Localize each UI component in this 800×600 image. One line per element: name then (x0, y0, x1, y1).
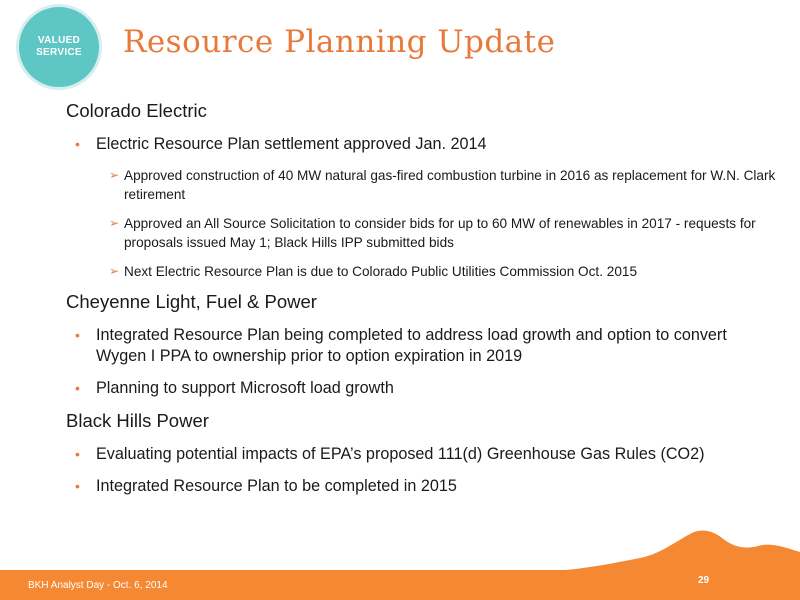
sub-bullet-item (66, 166, 776, 204)
bullet-text: Integrated Resource Plan to be completed in 2015 (96, 477, 457, 495)
footer-bar (0, 570, 800, 600)
bullet-text: Integrated Resource Plan being completed to address load growth and option to convert Wygen I PPA to ownership prior to option expiration in 2019 (96, 326, 727, 365)
bullet-item (66, 378, 776, 399)
sub-bullet-item (66, 214, 776, 252)
sub-bullet-item (66, 262, 776, 281)
sub-bullet-text: Approved an All Source Solicitation to consider bids for up to 60 MW of renewables in 2017 - requests for proposals issued May 1; Black Hills IPP submitted bids (124, 216, 756, 250)
bullet-item (66, 444, 776, 465)
section-heading-black-hills-power: Black Hills Power (66, 410, 209, 431)
slide-content (66, 100, 776, 508)
arrow-bullet-icon: ➢ (109, 216, 120, 230)
arrow-bullet-icon: ➢ (109, 264, 120, 278)
arrow-bullet-icon: ➢ (109, 168, 120, 182)
bullet-dot-icon: • (75, 136, 80, 152)
section-heading-colorado-electric: Colorado Electric (66, 100, 207, 121)
bullet-dot-icon: • (75, 380, 80, 396)
bullet-item (66, 134, 776, 155)
sub-bullet-text: Next Electric Resource Plan is due to Colorado Public Utilities Commission Oct. 2015 (124, 264, 637, 279)
valued-service-badge (16, 4, 102, 90)
bullet-dot-icon: • (75, 327, 80, 343)
bullet-item (66, 476, 776, 497)
bullet-item (66, 325, 776, 367)
footer-event-label: BKH Analyst Day - Oct. 6, 2014 (28, 580, 168, 591)
mountain-silhouette-icon (0, 512, 800, 572)
slide-title: Resource Planning Update (123, 24, 556, 60)
sub-bullet-text: Approved construction of 40 MW natural gas-fired combustion turbine in 2016 as replacement for W.N. Clark retirement (124, 168, 776, 202)
bullet-dot-icon: • (75, 478, 80, 494)
section-heading-cheyenne: Cheyenne Light, Fuel & Power (66, 291, 317, 312)
bullet-text: Evaluating potential impacts of EPA’s proposed 111(d) Greenhouse Gas Rules (CO2) (96, 445, 705, 463)
bullet-text: Planning to support Microsoft load growth (96, 379, 394, 397)
badge-text: VALUED SERVICE (36, 35, 82, 58)
bullet-dot-icon: • (75, 446, 80, 462)
page-number: 29 (698, 575, 710, 586)
bullet-text: Electric Resource Plan settlement approved Jan. 2014 (96, 135, 487, 153)
